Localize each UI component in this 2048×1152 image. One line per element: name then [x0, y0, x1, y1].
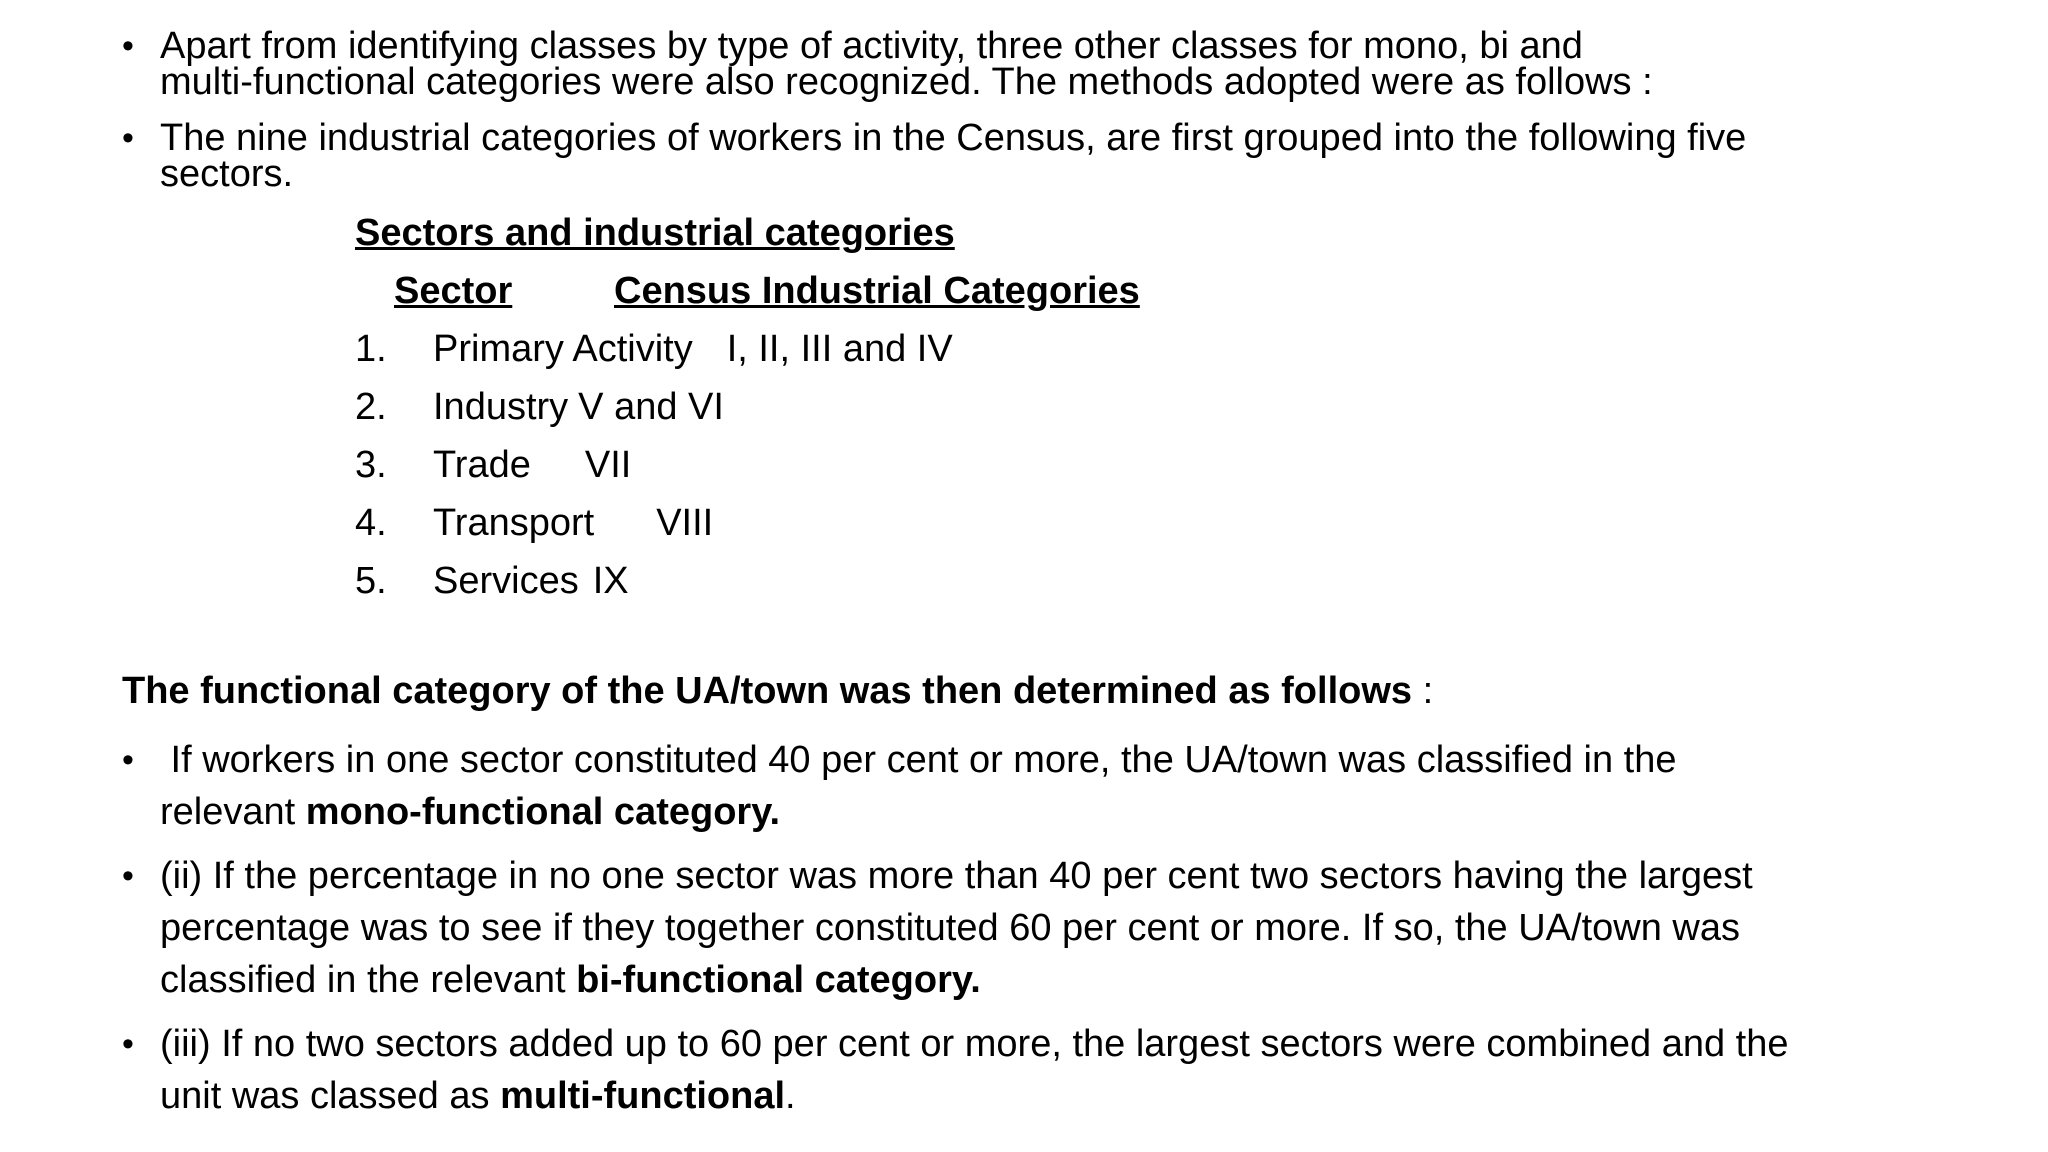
sector-categories: V and VI: [578, 386, 724, 428]
rule-bold-text: bi-functional category.: [576, 959, 981, 1001]
sector-row: [355, 502, 713, 545]
sector-name: Trade: [433, 444, 531, 486]
rule-bullet-2-line-1: (ii) If the percentage in no one sector was more than 40 per cent two sectors having the largest: [160, 855, 1753, 897]
rule-bullet-1-line-1: If workers in one sector constituted 40 per cent or more, the UA/town was classified in the: [160, 739, 1677, 781]
rule-text: classified in the relevant: [160, 959, 577, 1001]
sector-name: Industry: [433, 386, 569, 428]
rule-bullet-1-line-2: [160, 786, 1677, 838]
rule-bullet-3-line-2: [160, 1070, 1789, 1122]
bullet-dot: •: [122, 857, 134, 895]
intro-bullet-2-text: [160, 117, 1747, 195]
bullet-dot: •: [122, 27, 134, 65]
bullet-dot: •: [122, 1025, 134, 1063]
sector-name: Services: [433, 560, 579, 602]
sector-categories: VIII: [656, 502, 714, 544]
rule-text: unit was classed as: [160, 1075, 501, 1117]
rule-bullet-2-text: [160, 850, 1753, 1006]
sector-categories: I, II, III and IV: [726, 328, 953, 370]
sectors-table-title: Sectors and industrial categories: [355, 212, 955, 254]
bullet-dot: •: [122, 119, 134, 157]
heading-colon: :: [1412, 670, 1434, 712]
bullet-dot: •: [122, 741, 134, 779]
sector-number: 1.: [355, 328, 387, 370]
sector-categories: VII: [584, 444, 632, 486]
sector-name: Primary Activity: [433, 328, 693, 370]
intro-bullet-2-line-2: sectors.: [160, 153, 294, 195]
sector-row: [355, 560, 629, 603]
heading-bold-text: The functional category of the UA/town was then determined as follows: [122, 670, 1413, 712]
rule-bullet-3-line-1: (iii) If no two sectors added up to 60 per cent or more, the largest sectors were combined and the: [160, 1023, 1789, 1065]
sector-number: 5.: [355, 560, 387, 602]
intro-bullet-1-line-1: Apart from identifying classes by type of activity, three other classes for mono, bi and: [160, 25, 1583, 67]
sector-name: Transport: [433, 502, 595, 544]
rule-bullet-1-text: [160, 734, 1677, 838]
functional-category-heading: [122, 670, 1433, 713]
column-header-census-categories: Census Industrial Categories: [614, 270, 1140, 312]
rule-bullet-2-line-2: percentage was to see if they together constituted 60 per cent or more. If so, the UA/town was: [160, 907, 1740, 949]
rule-text: relevant: [160, 791, 306, 833]
intro-bullet-1-text: [160, 25, 1653, 103]
column-header-sector: Sector: [394, 270, 513, 312]
intro-bullet-2-line-1: The nine industrial categories of workers in the Census, are first grouped into the following five: [160, 117, 1747, 159]
rule-tail: .: [785, 1075, 796, 1117]
sector-row: [355, 328, 953, 371]
sector-row: [355, 386, 724, 429]
sector-number: 3.: [355, 444, 387, 486]
rule-bold-text: mono-functional category.: [305, 791, 781, 833]
sector-row: [355, 444, 631, 487]
rule-bold-text: multi-functional: [500, 1075, 786, 1117]
sector-categories: IX: [592, 560, 629, 602]
sector-number: 4.: [355, 502, 387, 544]
rule-bullet-2-line-3: [160, 954, 1753, 1006]
sector-number: 2.: [355, 386, 387, 428]
rule-bullet-3-text: [160, 1018, 1789, 1122]
intro-bullet-1-line-2: multi-functional categories were also recognized. The methods adopted were as follows :: [160, 61, 1653, 103]
